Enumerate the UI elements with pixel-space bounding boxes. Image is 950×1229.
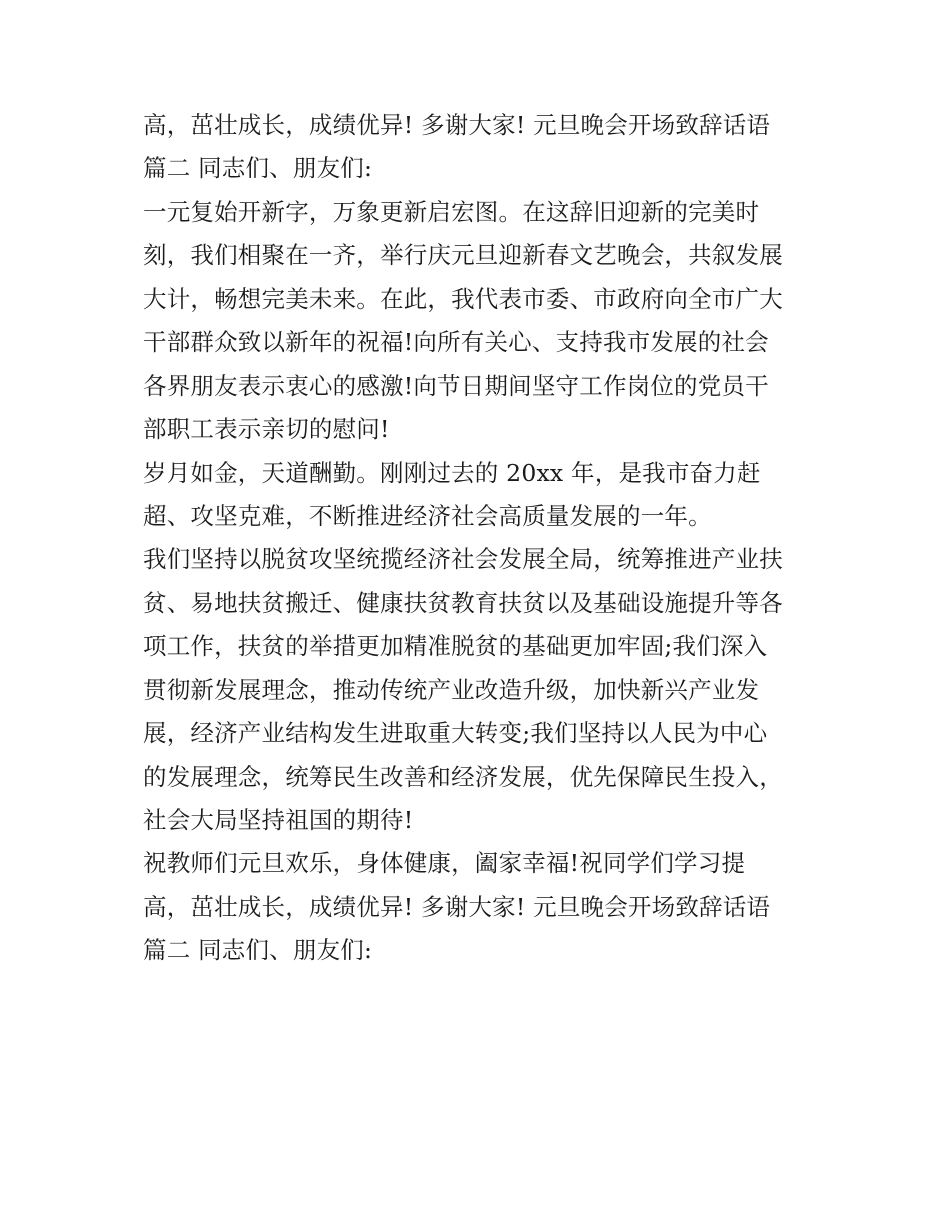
text-line-10: 超、攻坚克难，不断推进经济社会高质量发展的一年。 [143, 501, 712, 530]
text-line-15: 展，经济产业结构发生进取重大转变;我们坚持以人民为中心 [143, 719, 768, 748]
text-line-8: 部职工表示亲切的慰问! [143, 415, 390, 444]
text-line-7: 各界朋友表示衷心的感激!向节日期间坚守工作岗位的党员干 [143, 371, 769, 400]
text-line-20: 篇二 同志们、朋友们: [143, 936, 373, 965]
text-line-5: 大计，畅想完美未来。在此，我代表市委、市政府向全市广大 [143, 284, 783, 313]
text-line-19: 高，茁壮成长，成绩优异! 多谢大家! 元旦晚会开场致辞话语 [143, 892, 771, 921]
document-body [143, 104, 823, 973]
text-line-4: 刻，我们相聚在一齐，举行庆元旦迎新春文艺晚会，共叙发展 [143, 241, 783, 270]
text-line-12: 贫、易地扶贫搬迁、健康扶贫教育扶贫以及基础设施提升等各 [143, 588, 783, 617]
text-line-9: 岁月如金，天道酬勤。刚刚过去的 20xx 年，是我市奋力赶 [143, 458, 761, 487]
text-line-17: 社会大局坚持祖国的期待! [143, 806, 414, 834]
text-line-11: 我们坚持以脱贫攻坚统揽经济社会发展全局，统筹推进产业扶 [143, 545, 783, 574]
text-line-2: 篇二 同志们、朋友们: [143, 154, 373, 183]
text-line-3: 一元复始开新字，万象更新启宏图。在这辞旧迎新的完美时 [143, 197, 760, 226]
text-line-18: 祝教师们元旦欢乐，身体健康，阖家幸福!祝同学们学习提 [143, 849, 746, 878]
text-line-1: 高，茁壮成长，成绩优异! 多谢大家! 元旦晚会开场致辞话语 [143, 111, 771, 139]
text-line-14: 贯彻新发展理念，推动传统产业改造升级，加快新兴产业发 [143, 675, 760, 704]
text-line-16: 的发展理念，统筹民生改善和经济发展，优先保障民生投入， [143, 762, 783, 791]
text-line-6: 干部群众致以新年的祝福!向所有关心、支持我市发展的社会 [143, 328, 769, 357]
text-line-13: 项工作，扶贫的举措更加精准脱贫的基础更加牢固;我们深入 [143, 632, 768, 661]
